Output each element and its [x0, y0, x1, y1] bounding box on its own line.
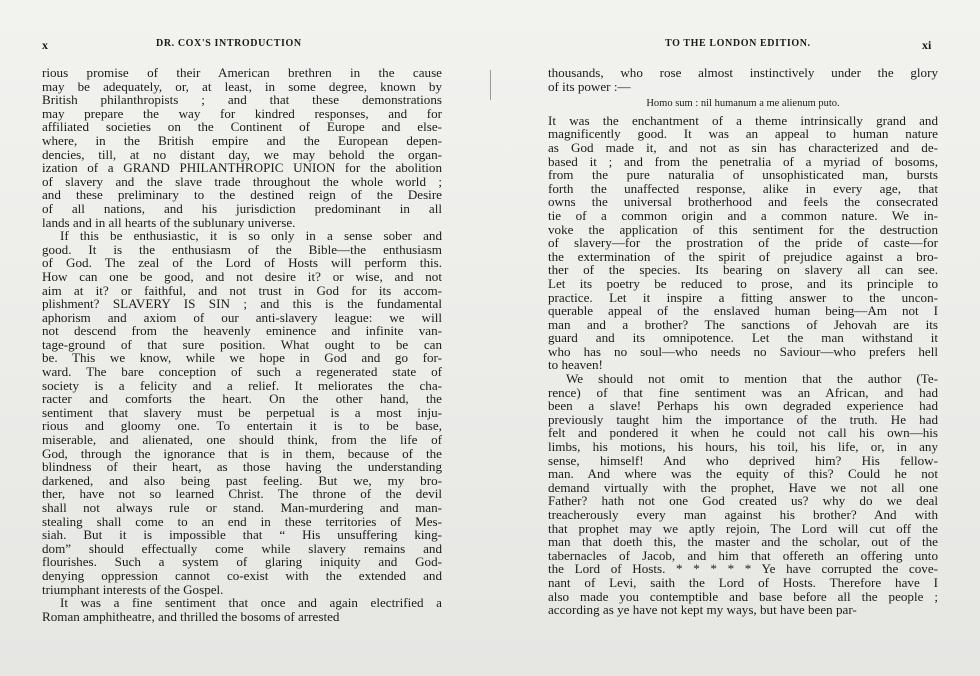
text-line: tie of a common origin and a common nature. We in- — [548, 207, 938, 223]
text-line: plishment? SLAVERY IS SIN ; and this is the fundamental — [42, 296, 442, 312]
text-line: denying oppression cannot co-exist with the extended and — [42, 567, 442, 583]
text-line: It was the enchantment of a theme intrinsically grand and — [548, 112, 938, 128]
text-line: based it ; and from the penetralia of a myriad of bosoms, — [548, 153, 938, 169]
text-line: British philanthropists ; and that these demonstrations — [42, 92, 442, 108]
text-line: ward. The bare conception of such a regenerated state of — [42, 364, 442, 380]
text-line: flourishes. Such a system of glaring iniquity and God- — [42, 554, 442, 570]
text-line: that prophet may we aptly rejoin, The Lord will cut off the — [548, 520, 938, 536]
text-line: Roman amphitheatre, and thrilled the bosoms of arrested — [42, 608, 340, 624]
text-line: of slavery—for the prostration of the pride of caste—for — [548, 235, 938, 251]
text-line: of all nations, and his jurisdiction predominant in all — [42, 200, 442, 216]
text-line: to heaven! — [548, 357, 603, 373]
text-line: We should not omit to mention that the author (Te- — [566, 371, 938, 387]
text-line: who has no soul—who needs no Saviour—who prefers hell — [548, 343, 938, 359]
text-line: felt and pondered it when he could not call his own—his — [548, 425, 938, 441]
text-line: the Lord of Hosts. * * * * * Ye have corrupted the cove- — [548, 561, 938, 577]
text-line: may be adequately, or, at least, in some degree, known by — [42, 78, 442, 94]
text-line: limbs, his motions, his hours, his toil, his life, or, in any — [548, 439, 938, 455]
text-line: rious promise of their American brethren in the cause — [42, 65, 442, 80]
text-line: owns the universal brotherhood and feels the consecrated — [548, 194, 938, 210]
left-page-number: x — [42, 38, 48, 52]
right-running-head: TO THE LONDON EDITION. — [665, 38, 811, 49]
text-line: rence) of that fine sentiment was an African, and had — [548, 384, 938, 400]
text-line: dencies, till, at no distant day, we may behold the organ- — [42, 146, 442, 162]
text-line: where, in the British empire and the European depen- — [42, 132, 442, 148]
text-line: guard and its omnipotence. Let the man withstand it — [548, 330, 938, 346]
right-page-number: xi — [922, 38, 932, 52]
text-line: sense, himself! And who deprived him? His fellow- — [548, 452, 938, 468]
text-line: of slavery and the slave trade throughout the whole world ; — [42, 173, 442, 189]
text-line: affiliated societies on the Continent of Europe and else- — [42, 119, 442, 135]
text-line: society is a felicity and a relief. It meliorates the cha- — [42, 377, 442, 393]
text-line: lands and in all hearts of the sublunary universe. — [42, 214, 296, 230]
text-line: shall not always rule or stand. Man-murdering and man- — [42, 500, 442, 515]
text-line: ther, have not so learned Christ. The throne of the devil — [42, 486, 442, 502]
text-line: not descend from the heavenly eminence and infinite van- — [42, 323, 442, 339]
text-line: If this be enthusiastic, it is so only in a sense sober and — [60, 228, 442, 244]
text-line: dom” should effectually come while slavery remains and — [42, 540, 442, 556]
text-line: and these preliminary to the destined reign of the Desire — [42, 187, 442, 203]
text-line: of God. The zeal of the Lord of Hosts will perform this. — [42, 255, 442, 271]
text-line: man and a brother? The sanctions of Jehovah are its — [548, 316, 938, 332]
text-line: ization of a GRAND PHILANTHROPIC UNION for the abolition — [42, 160, 442, 176]
text-line: aim at it? or faithful, and not trust in God for its accom- — [42, 282, 442, 298]
text-line: according as ye have not kept my ways, but have been par- — [548, 602, 857, 618]
text-line: tage-ground of that sure position. What ought to be can — [42, 336, 442, 352]
text-line: also made you contemptible and base before all the people ; — [548, 588, 938, 604]
text-line: man that doeth this, the master and the scholar, out of the — [548, 534, 938, 550]
left-running-head: DR. COX'S INTRODUCTION — [156, 38, 302, 49]
text-line: aphorism and axiom of our anti-slavery league: we will — [42, 309, 442, 325]
text-line: stealing shall come to an end in these territories of Mes- — [42, 513, 442, 529]
text-line: may prepare the way for kindred responses, and for — [42, 105, 442, 121]
right-page — [490, 0, 980, 676]
text-line: ther of the species. Its bearing on slavery all can see. — [548, 262, 938, 278]
text-line: nant of Levi, saith the Lord of Hosts. Therefore have I — [548, 574, 938, 590]
text-line: miserable, and alienated, one should think, from the life of — [42, 432, 442, 448]
text-line: Let its poetry be reduced to prose, and its principle to — [548, 275, 938, 291]
text-line: as God made it, and not as sin has characterized and de- — [548, 139, 938, 155]
latin-motto: Homo sum : nil humanum a me alienum puto. — [646, 98, 840, 110]
text-line: be. This we know, while we hope in God and go for- — [42, 350, 442, 366]
text-line: tabernacles of Jacob, and him that offereth an offering unto — [548, 547, 938, 563]
text-line: magnificently good. It was an appeal to human nature — [548, 126, 938, 142]
text-line: previously taught him the importance of the truth. He had — [548, 411, 938, 427]
text-line: It was a fine sentiment that once and again electrified a — [60, 595, 442, 611]
text-line: good. It is the enthusiasm of the Bible—the enthusiasm — [42, 241, 442, 257]
text-line: practice. Let it inspire a fitting answer to the uncon- — [548, 289, 938, 305]
text-line: of its power :— — [548, 78, 631, 94]
text-line: triumphant interests of the Gospel. — [42, 581, 224, 597]
text-line: been a slave! Perhaps his own degraded experience had — [548, 398, 938, 414]
text-line: blindness of their heart, as those having the understanding — [42, 459, 442, 475]
text-line: God, through the ignorance that is in them, because of the — [42, 445, 442, 461]
text-line: treacherously every man against his brother? And with — [548, 507, 938, 522]
text-line: Father? hath not one God created us? why do we deal — [548, 493, 938, 509]
text-line: demand virtually with the prophet, Have we not all one — [548, 479, 938, 495]
text-line: querable appeal of the enslaved human being—Am not I — [548, 303, 938, 319]
right-text-column — [548, 66, 938, 617]
text-line: forth the unaffected response, alike in every age, that — [548, 180, 938, 196]
text-line: from the pure naturalia of unsophisticated man, bursts — [548, 167, 938, 183]
text-line: man. And where was the equity of this? Could he not — [548, 466, 938, 482]
text-line: thousands, who rose almost instinctively under the glory — [548, 65, 938, 80]
text-line: the extermination of the spirit of prejudice against a bro- — [548, 248, 938, 264]
text-line: How can one be good, and not desire it? or wise, and not — [42, 268, 442, 284]
text-line: rious and gloomy one. To entertain it is to be base, — [42, 418, 442, 434]
text-line: voke the application of this sentiment for the destruction — [548, 221, 938, 237]
text-line: siah. But it is impossible that “ His unsuffering king- — [42, 527, 442, 543]
left-text-column — [42, 66, 442, 623]
text-line: sentiment that slavery must be perpetual is a most inju- — [42, 404, 442, 420]
text-line: racter and comforts the heart. On the other hand, the — [42, 391, 442, 407]
text-line: darkened, and also being past feeling. But we, my bro- — [42, 472, 442, 488]
